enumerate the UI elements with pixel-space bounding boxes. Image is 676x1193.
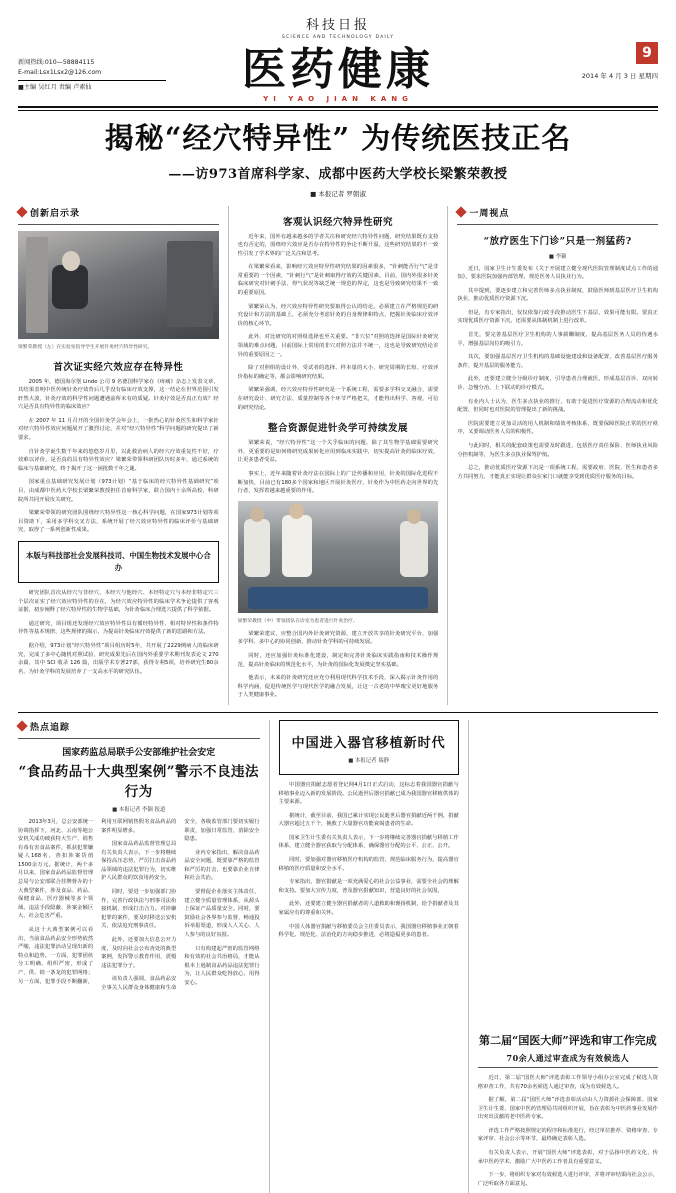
column-divider	[269, 720, 270, 1193]
divider	[478, 1067, 658, 1068]
paragraph: 同时，要进一步加强部门协作，完善行政执法与刑事司法衔接机制，形成打击合力。对涉嫌犯罪的案件，要及时移送公安机关，依法追究刑事责任。	[101, 889, 177, 930]
main-columns	[18, 206, 658, 705]
paragraph: 从这十大典型案例可以看出，当前食品药品安全形势依然严峻，违法犯罪活动呈现出新的特点和趋势。一方面，犯罪团伙分工明确、组织严密，形成了产、供、销一条龙的犯罪网络；另一方面，犯罪手段不断翻新，利用互联网销售假劣食品药品的案件明显增多。	[18, 818, 177, 985]
paragraph: 梁繁荣强调，经穴效应特异性研究是一个系统工程，需要多学科交叉融合，需要在研究设计、研究方法、质量控制等各个环节严格把关，才能得出科学、客观、可信的研究结论。	[237, 387, 439, 411]
hotspot-kicker: 国家药监总局联手公安部维护社会安定	[62, 747, 216, 758]
paragraph: 据了解，第二届“国医大师”评选表彰活动由人力资源社会保障部、国家卫生计生委、国家中医药管理局共同组织开展，旨在表彰为中医药事业发展作出突出贡献的老中医药专家。	[477, 1097, 658, 1121]
lead-headline	[18, 121, 658, 182]
paragraph: 2013年3月，总公安部统一协调指挥下，河北、云南等地公安机关成功破获特大生产、销售有毒有害食品案件，抓获犯罪嫌疑人168名，查扣涉案货值1500余万元。据统计，两个多月以来，国家食品药品监督管理总局与公安部联合挂牌督办的十大典型案件，涉及食品、药品、保健食品、医疗器械等多个领域，违法手段隐蔽、涉案金额巨大、社会危害严重。	[18, 818, 94, 920]
column-1	[18, 206, 219, 705]
paper-name: 科技日报	[305, 18, 370, 33]
paragraph: 中国器官捐献志愿者登记网4月1日正式启动，这标志着我国器官捐献与移植事业迈入新的发展阶段。公民逝世后器官捐献已成为我国器官移植供体的主要来源。	[278, 781, 459, 806]
photo-caption: 梁繁荣教授（中）带领团队在诊室为患者进行针灸治疗。	[237, 618, 358, 624]
paragraph: 研究团队首次从经穴与非经穴、本经穴与他经穴、本经特定穴与本经非特定穴三个层次证实了经穴效应特异性的存在，为经穴效应特异性的临床学术争论提供了客观证据，初步阐释了经穴特异性的生物学基础，为针灸临床合理选穴提供了科学依据。	[18, 590, 219, 614]
diamond-icon	[16, 721, 27, 732]
paragraph: 业内专家指出，解决食品药品安全问题，既要靠严格的监管和严厉的打击，也要靠企业自律和社会共治。	[184, 849, 260, 882]
bottom-article-left	[18, 720, 260, 1193]
hotspot-body	[18, 818, 260, 993]
photo-researcher	[18, 231, 219, 339]
organ-transplant-body	[279, 781, 459, 940]
paragraph: 此外，对比研究的对照组选择也至关重要。“非穴位”对照的选择是国际针灸研究领域的难点问题，目前国际上常用的非穴对照方法并不统一，这也是导致研究结论差异的重要原因之一。	[237, 334, 439, 358]
paragraph: 医院需要建立更加灵活的用人机制和绩效考核体系，既要保障医院正常的医疗秩序，又要调动医务人员的积极性。	[457, 420, 659, 436]
paragraph: 此外，还要建立健全器官捐献者的人道救助和褒扬机制，给予捐献者及其家属应有的尊重和关怀。	[278, 901, 459, 917]
paragraph: 有业内人士认为，医生多点执业的推行，有助于促进医疗资源的合理流动和优化配置，但同时也对医院的管理提出了新的挑战。	[457, 398, 659, 414]
divider	[457, 224, 658, 225]
paragraph: 国家食品药品监督管理总局有关负责人表示，下一步将继续保持高压态势，严厉打击食品药品领域的违法犯罪行为，切实维护人民群众的饮食用药安全。	[101, 841, 177, 882]
gm-subtitle: 70余人通过审查成为有效候选人	[506, 1052, 630, 1063]
page-number: 9	[636, 42, 658, 64]
paragraph: 国家卫生计生委有关负责人表示，下一步将继续完善器官捐献与移植工作体系，建立健全器官获取与分配体系，确保器官分配的公平、公正、公开。	[278, 834, 459, 850]
paragraph: 要督促企业落实主体责任，建立健全质量管理体系，从源头上保证产品质量安全。同时，要鼓励社会各界参与监督，畅通投诉举报渠道，形成人人关心、人人参与的良好氛围。	[184, 889, 260, 939]
photo-caption: 梁繁荣教授（左）在实验室指导学生开展针灸经穴特异性研究。	[18, 344, 153, 350]
subhead-3: 整合资源促进针灸学可持续发展	[268, 423, 409, 435]
masthead-rule-thick	[18, 106, 658, 108]
paragraph: 下一步，将组织专家对有效候选人进行评审，并将评审结果向社会公示，广泛听取各方面意见。	[477, 1172, 658, 1187]
paragraph: 同时，还应加强针灸标准化建设，制定和完善针灸临床实践指南和技术操作规范，提高针灸临床的规范化水平，为针灸的国际化发展奠定坚实基础。	[237, 652, 439, 668]
section-header-weekly	[457, 206, 658, 219]
paragraph: 总之，推动优质医疗资源下沉是一项系统工程，需要政府、医院、医生和患者多方共同努力，才能真正实现让群众在家门口就能享受到优质医疗服务的目标。	[457, 465, 659, 480]
paragraph: 国家重点基础研究发展计划（973计划）“基于临床的经穴特异性基础研究”项目，由成都中医药大学校长梁繁荣教授担任首席科学家，联合国内十余所高校、科研院所共同开展攻关研究。	[18, 479, 219, 503]
paragraph: 据统计，截至目前，我国已累计实现公民逝世后器官捐献近两千例，捐献大器官超过五千个，挽救了大量器官功能衰竭患者的生命。	[278, 812, 459, 828]
paragraph: 梁繁荣说，“经穴特异性”这一个关乎临床的问题，除了其生物学基础需要研究外，更重要的是如何将研究成果转化应用到临床实践中，切实提高针灸的临床疗效，让更多患者受益。	[237, 440, 439, 464]
bottom-rule	[18, 712, 658, 713]
column-divider	[468, 720, 469, 1193]
news-hotline: 新闻热线:010—58884115	[18, 59, 95, 66]
bottom-article-right	[478, 720, 658, 1193]
bottom-section	[18, 720, 658, 1193]
paragraph: 但是，有专家指出，仅仅依靠行政手段推动医生下基层，效果可能有限。要真正实现优质医疗资源下沉，还需要从体制机制上进行改革。	[457, 309, 659, 325]
divider	[18, 224, 219, 225]
paragraph: 在梁繁荣看来，影响经穴效应特异性研究结果的因素很多，“针刺能否行气”是非常重要的一个因素，“针刺行气”是针刺取得疗效的关键因素。目前，国内外很多针灸临床研究对针刺手法、得气状况等缺乏统一规范的界定，这也是导致研究结果不一致的重要原因。	[237, 264, 439, 297]
column-2	[238, 206, 439, 705]
headline-main: 揭秘“经穴特异性” 为传统医技正名	[104, 120, 572, 155]
paragraph: 与此同时，相关的配套政策也需要及时跟进，包括医疗责任保险、医师执业风险分担机制等，为医生多点执业保驾护航。	[457, 443, 659, 458]
masthead-center	[18, 14, 658, 103]
section-label: 热点追踪	[30, 722, 71, 733]
paragraph: 有关负责人表示，开展“国医大师”评选表彰，对于弘扬中医药文化、传承中医药学术、激励广大中医药工作者具有重要意义。	[477, 1150, 658, 1165]
bottom-article-mid	[279, 720, 459, 1193]
gm-title: 第二届“国医大师”评选和审工作完成	[479, 1033, 657, 1047]
paragraph: 梁繁荣带领的研究团队围绕经穴特异性这一核心科学问题，在国家973计划等项目资助下，采用多学科交叉方法，系统开展了经穴效应特异性的临床评价与基础研究，取得了一系列创新性成果。	[18, 510, 219, 534]
photo-clinic	[238, 501, 439, 613]
headline-sub: ——访973首席科学家、成都中医药大学校长梁繁荣教授	[168, 166, 508, 182]
paragraph: 梁繁荣建议，应整合国内外针灸研究资源，建立开放共享的针灸研究平台，加强多学科、多中心的协同创新，推动针灸学科的可持续发展。	[237, 630, 439, 646]
paper-name-en: SCIENCE AND TECHNOLOGY DAILY	[281, 35, 395, 40]
paragraph: 同时，要加强对器官移植医疗机构的监管，规范临床服务行为，提高器官移植的医疗质量和安全水平。	[278, 857, 459, 872]
section-title-pinyin: YI YAO JIAN KANG	[263, 95, 413, 103]
email: E-mail:Lsx1Lsx2@126.com	[18, 69, 102, 76]
paragraph: 此外，还要建立健全分级诊疗制度，引导患者合理就医，形成基层首诊、双向转诊、急慢分治、上下联动的诊疗模式。	[457, 376, 659, 392]
subhead-1: 首次证实经穴效应存在特异性	[53, 361, 184, 373]
divider	[18, 738, 260, 739]
organ-transplant-box	[279, 720, 459, 775]
paragraph: 自针灸学诞生数千年来的悠悠岁月里，以此救治病人的经穴疗效重复性不好，疗效难以评价，是否真的具有特异性效应？梁繁荣带领科研团队历时多年，通过系统的临床与基础研究，终于揭开了这一困扰数千年之谜。	[18, 448, 219, 472]
masthead-rule-thin	[18, 110, 658, 111]
paragraph: 专家指出，器官捐献是一项充满爱心的社会公益事业，需要全社会的理解和支持。要加大宣传力度，普及器官捐献知识，营造良好的社会氛围。	[278, 879, 459, 894]
sponsor-box	[18, 541, 219, 583]
paragraph: 2005 年，德国海尔堡 Linde 公司 9 名德国科学家在《疼痛》杂志上发表文章，其结果表明中医传统针灸疗效背后几乎没有临床疗效支撑，这一结论在世界范围引发轩然大波，针灸疗效的科学性问题遭遇前所未有的质疑。针灸疗效是否真正有效？经穴是否具有特异性的临床效应？	[18, 378, 219, 411]
headline-byline: ■ 本报记者 罗朝淑	[310, 189, 366, 198]
subhead-2: 客观认识经穴特异性研究	[283, 216, 394, 228]
organ-transplant-byline: ■ 本报记者 瑞静	[348, 757, 390, 764]
paragraph: 在 2007 年 11 月召开的全国针灸学会年会上，一批热心的针灸医生和科学家针对经穴特异性效应问题展开了激烈讨论，并对“经穴特异性”科学问题的研究提出了新要求。	[18, 417, 219, 442]
paragraph: 评选工作严格按照规定的程序和标准进行，经过单位推荐、资格审查、专家评审、社会公示等环节，最终确定表彰人选。	[477, 1127, 658, 1143]
editors: ■主编 吴红月 责编 卢素仙	[18, 84, 92, 91]
organ-transplant-title: 中国进入器官移植新时代	[291, 735, 446, 751]
paragraph: 除了对照组的设计外，受试者的选择、样本量的大小、研究周期的长短、疗效评价指标的确定等，都会影响研究结果。	[237, 365, 439, 380]
paragraph: 他表示，未来的针灸研究还应充分利用现代科学技术手段，深入揭示针灸作用的科学内涵，促进传统医学与现代医学的融合发展，让这一古老的中华瑰宝更好地服务于人类健康事业。	[237, 675, 439, 699]
paragraph: 通过研究，项目组还发现经穴效应特异性具有循经特异性、相对特异性和条件特异性等基本规律，这些规律的揭示，为提高针灸临床疗效提供了新的思路和方法。	[18, 620, 219, 636]
paragraph: 该负责人强调，食品药品安全事关人民群众身体健康和生命安全，各级监管部门要切实履行职责，加强日常监管，消除安全隐患。	[101, 818, 260, 991]
column-3	[457, 206, 658, 705]
weekly-title: “放疗医生下门诊”只是一剂猛药?	[483, 235, 632, 247]
column-divider	[447, 206, 448, 705]
paragraph: 只有构建起严密的监管网络和有效的社会共治格局，才能从根本上遏制食品药品违法犯罪行为，让人民群众吃得放心、用得安心。	[184, 945, 260, 986]
paragraph: 中国人体器官捐献与移植委员会主任委员表示，我国器官移植事业正朝着科学化、规范化、法治化的方向稳步推进，必将造福更多的患者。	[278, 923, 459, 939]
paragraph: 事实上，近年来随着针灸疗法在国际上的广泛传播和应用，针灸的国际化进程不断加快，目前已有180多个国家和地区开展针灸医疗，针灸作为中医药走向世界的先行者，发挥着越来越重要的作用。	[237, 470, 439, 495]
section-header-hotspot	[18, 720, 260, 733]
paragraph: 其次，要加强基层医疗卫生机构的基础设施建设和设备配置，改善基层医疗服务条件，提升基层的服务能力。	[457, 354, 659, 369]
section-header-innovation	[18, 206, 219, 219]
diamond-icon	[456, 206, 467, 217]
paragraph: 梁繁荣认为，经穴效应特异性研究要取得公认的结论，必须建立在严格规范的研究设计和方法的基础上，必须充分考虑针灸的自身规律和特点，把握针灸临床疗效评价的核心环节。	[237, 303, 439, 327]
section-title: 医药健康	[242, 44, 434, 95]
paragraph: 首先，要完善基层医疗卫生机构的人事薪酬制度，提高基层医务人员的待遇水平，增强基层岗位的吸引力。	[457, 332, 659, 347]
paragraph: 其中提到，要逐步建立和完善医师多点执业制度，鼓励医师到基层医疗卫生机构执业，推动优质医疗资源下沉。	[457, 287, 659, 303]
weekly-byline: ■ 李颖	[548, 253, 567, 260]
right-spacer	[478, 720, 658, 1028]
section-label: 创新启示录	[30, 208, 81, 219]
sponsor-text: 本版与科技部社会发展科技司、中国生物技术发展中心合办	[25, 551, 211, 572]
paragraph: 近年来，国外有越来越多的学者关注和研究经穴特异性问题，研究结果既有支持也有否定的，围绕经穴效应是否存在特异性的争论不断升温，这些研究结果的不一致性引发了学术界的广泛关注和思考。	[237, 233, 439, 257]
publication-date: 2014 年 4 月 3 日 星期四	[581, 72, 658, 80]
hotspot-headline: “食品药品十大典型案例”警示不良违法行为	[18, 763, 260, 800]
column-divider	[228, 206, 229, 705]
masthead-right	[582, 42, 658, 80]
diamond-icon	[16, 206, 27, 217]
paragraph: 据介绍，973计划“经穴特异性”项目组历时5年，共开展了2229例病人的临床研究，完成了多中心随机对照试验，研究成果先后在国内外重要学术期刊发表论文 270 余篇，其中 SCI 收录 126 篇，出版学术专著27部，获得专利5项，培养研究生80余名，为针灸学科的发展培养了一支高水平的研究队伍。	[18, 642, 219, 675]
paragraph: 此外，还要加大信息公开力度，及时向社会公布查处的典型案例，发挥警示教育作用，震慑违法犯罪分子。	[101, 937, 177, 969]
section-label: 一周视点	[469, 208, 510, 219]
paragraph: 近日，国家卫生计生委发布《关于开展建立健全现代医院管理制度试点工作的通知》，要求医院加强内部管理，规范医务人员执业行为。	[457, 265, 659, 281]
hotspot-byline: ■ 本报记者 李颖 报道	[112, 806, 166, 813]
paragraph: 近日，第二届“国医大师”评选表彰工作领导小组办公室完成了候选人资格审查工作，共有70余名候选人通过审查，成为有效候选人。	[477, 1074, 658, 1090]
masthead	[18, 14, 658, 103]
